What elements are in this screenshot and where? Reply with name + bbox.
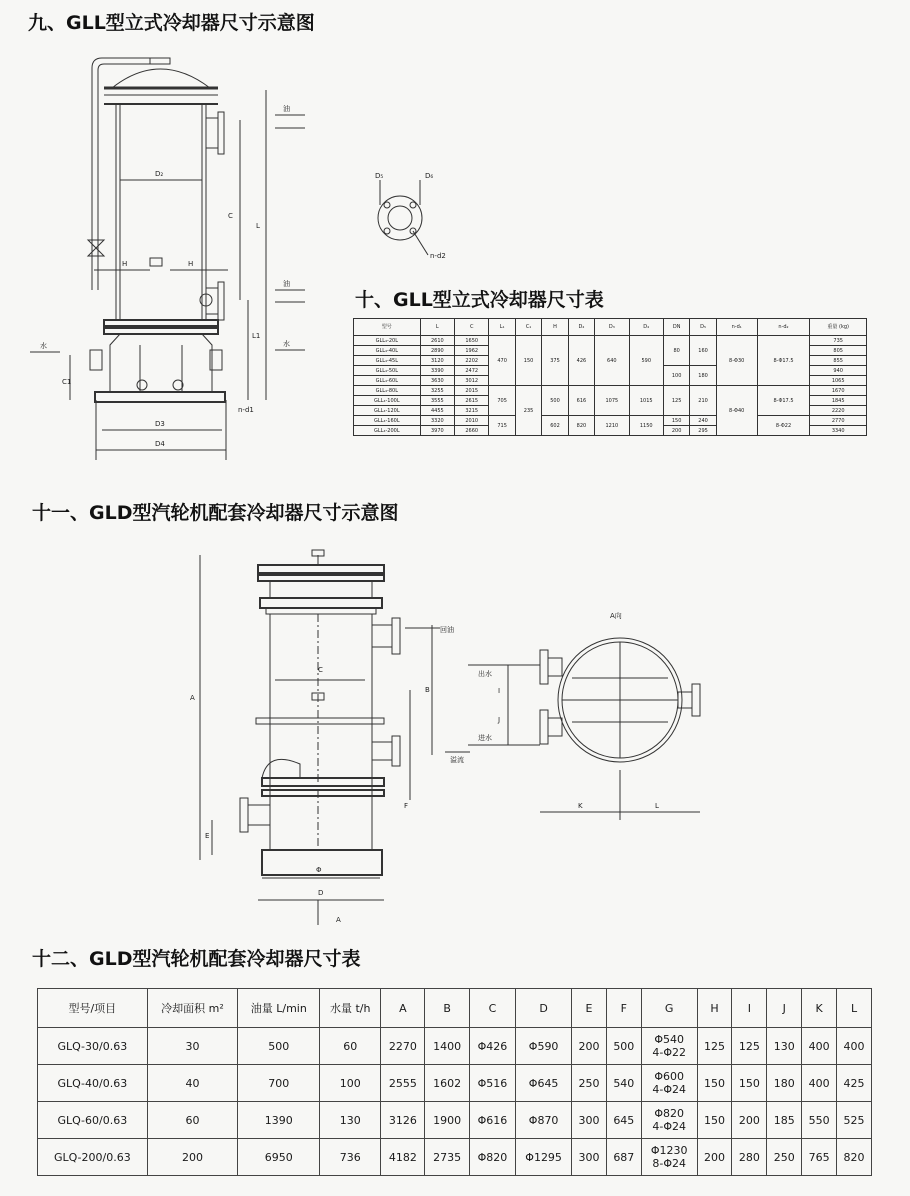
col-l: L (420, 319, 454, 336)
label-phi: Φ (316, 866, 322, 874)
table-row: GLL₄-50L 3390 2472 100 180 940 (354, 366, 867, 376)
table-row: GLL₄-160L 3320 2010 715 602 820 1210 1150 150 240 8-Φ22 2770 (354, 416, 867, 426)
table-row: GLL₄-200L 3970 2660 200 295 3340 (354, 426, 867, 436)
section-11-title: 十一、GLD型汽轮机配套冷却器尺寸示意图 (32, 502, 399, 524)
label-l2: L (655, 802, 659, 810)
label-b: B (425, 686, 430, 694)
table-row: GLL₄-120L 4455 3215 2220 (354, 406, 867, 416)
section-10-title: 十、GLL型立式冷却器尺寸表 (355, 289, 604, 311)
col-d2: D₂ (568, 319, 594, 336)
label-c2: C (318, 666, 323, 674)
label-j: J (498, 716, 501, 724)
label-h1: H (122, 260, 128, 268)
col-cooling-area: 冷却面积 m² (147, 989, 238, 1028)
col-oil-flow: 油量 L/min (238, 989, 320, 1028)
label-i: I (498, 687, 501, 695)
section-12-title: 十二、GLD型汽轮机配套冷却器尺寸表 (32, 948, 361, 970)
section-9-title: 九、GLL型立式冷却器尺寸示意图 (28, 12, 315, 34)
label-d: D (318, 889, 324, 897)
table-row: GLL₄-40L 2890 1962 805 (354, 346, 867, 356)
col-h: H (697, 989, 732, 1028)
col-d4: D₄ (629, 319, 663, 336)
label-nd2: n-d2 (430, 252, 446, 260)
label-a: A (190, 694, 195, 702)
label-nd1: n-d1 (238, 406, 254, 414)
col-k: K (802, 989, 837, 1028)
col-j: J (767, 989, 802, 1028)
col-a: A (381, 989, 425, 1028)
label-d5: D₅ (375, 172, 384, 180)
label-oil1: 油 (283, 105, 290, 113)
label-e: E (205, 832, 210, 840)
label-c1: C1 (62, 378, 72, 386)
label-a-arrow: A (336, 916, 341, 924)
col-f: F (606, 989, 641, 1028)
col-nd1: n-d₁ (716, 319, 757, 336)
col-d5: D₅ (690, 319, 716, 336)
table-row: GLL₄-100L 3555 2615 1845 (354, 396, 867, 406)
col-water-flow: 水量 t/h (320, 989, 381, 1028)
label-inlet1: 进水 (478, 734, 492, 742)
label-f: F (404, 802, 409, 810)
col-nd2: n-d₂ (757, 319, 810, 336)
label-water-out: 回油 (440, 626, 454, 634)
table-row: GLQ-40/0.63 40 700 100 2555 1602 Φ516 Φ645 250 540 Φ600 4-Φ24 150 150 180 400 425 (38, 1065, 872, 1102)
col-model: 型号 (354, 319, 421, 336)
gld-dimension-table (37, 988, 872, 1176)
col-c1: C₁ (515, 319, 541, 336)
label-k: K (578, 802, 583, 810)
label-c: C (228, 212, 233, 220)
table-row: GLQ-60/0.63 60 1390 130 3126 1900 Φ616 Φ870 300 645 Φ820 4-Φ24 150 200 185 550 525 (38, 1102, 872, 1139)
label-d4: D4 (155, 440, 165, 448)
label-l1: L1 (252, 332, 261, 340)
table-row: GLQ-30/0.63 30 500 60 2270 1400 Φ426 Φ590 200 500 Φ540 4-Φ22 125 125 130 400 400 (38, 1028, 872, 1065)
label-outlet1: 出水 (478, 670, 492, 678)
col-e: E (572, 989, 607, 1028)
col-d3: D₃ (595, 319, 629, 336)
label-water2: 水 (283, 340, 290, 348)
col-l1: L₁ (489, 319, 515, 336)
table-row: GLL₄-60L 3630 3012 1065 (354, 376, 867, 386)
col-model-item: 型号/项目 (38, 989, 148, 1028)
col-b: B (425, 989, 469, 1028)
col-c: C (469, 989, 515, 1028)
col-c: C (455, 319, 489, 336)
label-d3: D3 (155, 420, 165, 428)
table-row: GLQ-200/0.63 200 6950 736 4182 2735 Φ820 Φ1295 300 687 Φ1230 8-Φ24 200 280 250 765 820 (38, 1139, 872, 1176)
col-d: D (516, 989, 572, 1028)
label-d6: D₆ (425, 172, 434, 180)
label-water-in: 水 (40, 342, 47, 350)
label-l: L (256, 222, 260, 230)
col-i: I (732, 989, 767, 1028)
label-h2: H (188, 260, 194, 268)
col-dn: DN (663, 319, 689, 336)
table-row: GLL₄-20L 2610 1650 470 150 375 426 640 590 80 160 8-Φ30 8-Φ17.5 735 (354, 336, 867, 346)
table-row: GLL₄-45L 3120 2202 855 (354, 356, 867, 366)
label-overflow: 溢流 (450, 756, 464, 764)
label-oil2: 油 (283, 280, 290, 288)
col-weight: 重量 (kg) (810, 319, 867, 336)
col-l: L (837, 989, 872, 1028)
col-h: H (542, 319, 568, 336)
table-row: GLL₄-80L 3255 2015 705 235 500 616 1075 1015 125 210 8-Φ40 8-Φ17.5 1670 (354, 386, 867, 396)
label-a-view: A向 (610, 612, 622, 620)
label-d2: D₂ (155, 170, 164, 178)
col-g: G (641, 989, 697, 1028)
